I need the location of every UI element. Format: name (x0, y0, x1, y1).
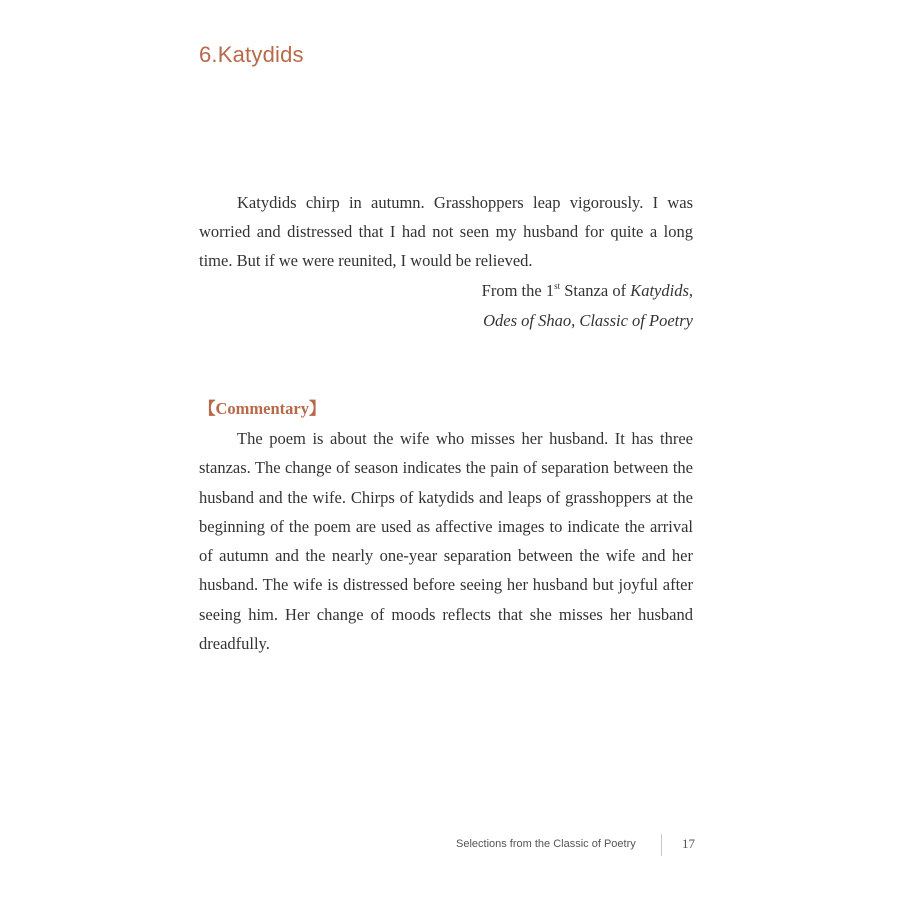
source-middle: Stanza of (560, 281, 631, 300)
source-citation-line-2 (199, 306, 693, 335)
source-collection: Odes of Shao, Classic of Poetry (483, 311, 693, 330)
page-title: 6.Katydids (199, 42, 304, 67)
source-citation-line-1 (199, 276, 693, 308)
footer-divider (661, 834, 662, 856)
page-number: 17 (682, 836, 695, 851)
commentary-text: The poem is about the wife who misses her husband. It has three stanzas. The change of season indicates the pain of separation between the husband and the wife. Chirps of katydids and leaps of grasshoppers at the beginning of the poem are used as affective images to indicate the arrival of autumn and the nearly one-year separation between the wife and her husband. The wife is distressed before seeing her husband but joyful after seeing him. Her change of moods reflects that she misses her husband dreadfully. (199, 429, 693, 654)
source-comma: , (688, 281, 693, 300)
commentary-heading: 【Commentary】 (199, 399, 326, 418)
source-poem-title: Katydids (630, 281, 689, 300)
source-ordinal-suffix: st (554, 281, 561, 291)
source-prefix: From the 1 (481, 281, 555, 300)
footer-book-title: Selections from the Classic of Poetry (456, 838, 636, 850)
poem-paraphrase: Katydids chirp in autumn. Grasshoppers leap vigorously. I was worried and distressed that I had not seen my husband for quite a long time. But if we were reunited, I would be relieved. (199, 193, 693, 270)
